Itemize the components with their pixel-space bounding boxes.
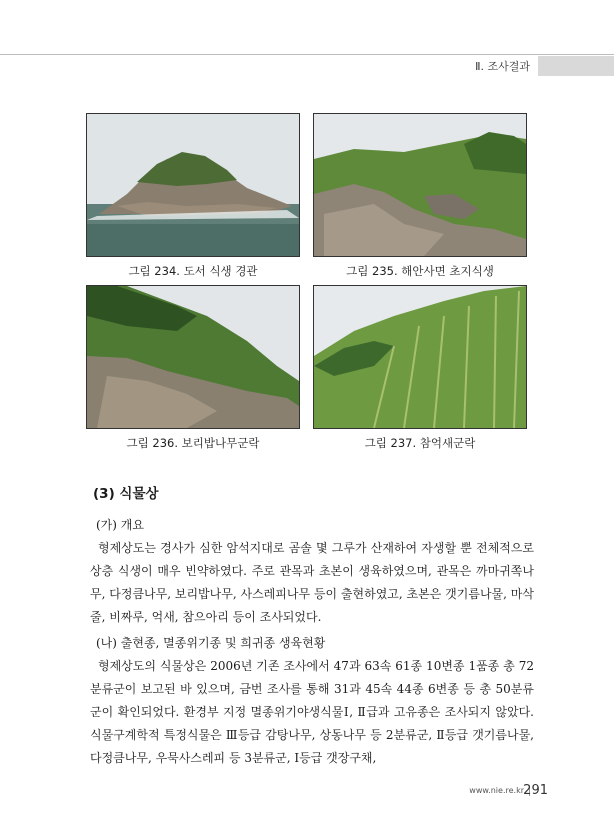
footer-url: www.nie.re.kr [469, 786, 524, 795]
page-number: 291 [523, 783, 548, 798]
chapter-tab [538, 56, 614, 76]
photo-island-landscape [86, 113, 300, 257]
overview-paragraph: 형제상도는 경사가 심한 암석지대로 곰솔 몇 그루가 산재하여 자생할 뿐 전체적으로 상층 식생이 매우 빈약하였다. 주로 관목과 초본이 생육하였으며, 관목은 까마귀쪽나무, 다정큼나무, 보리밥나무, 사스레피나무 등이 출현하였고, 초본은 갯기름나물, 마삭줄, 비짜루, 억새, 참으아리 등이 조사되었다. [90, 541, 534, 624]
figure-235 [313, 113, 527, 279]
overview-block [90, 514, 534, 629]
chapter-label: Ⅱ. 조사결과 [475, 60, 530, 73]
figure-234 [86, 113, 300, 279]
species-block [90, 632, 534, 770]
photo-miscanthus-community [313, 285, 527, 429]
header-rule [0, 54, 614, 55]
caption: 그림 234. 도서 식생 경관 [128, 264, 258, 278]
caption: 그림 236. 보리밥나무군락 [126, 436, 260, 450]
subheading-overview: (가) 개요 [96, 518, 144, 532]
caption: 그림 237. 참억새군락 [364, 436, 476, 450]
caption: 그림 235. 해안사면 초지식생 [346, 264, 494, 278]
figure-237 [313, 285, 527, 451]
species-paragraph: 형제상도의 식물상은 2006년 기존 조사에서 47과 63속 61종 10변종 1품종 총 72분류군이 보고된 바 있으며, 금번 조사를 통해 31과 45속 44종 6변종 등 총 50분류군이 확인되었다. 환경부 지정 멸종위기야생식물Ⅰ, Ⅱ급과 고유종은 조사되지 않았다. 식물구계학적 특정식물은 Ⅲ등급 감탕나무, 상동나무 등 2분류군, Ⅱ등급 갯기름나물, 다정큼나무, 우묵사스레피 등 3분류군, Ⅰ등급 갯장구채, [90, 659, 534, 765]
subheading-species: (나) 출현종, 멸종위기종 및 희귀종 생육현황 [96, 636, 326, 650]
photo-elaeagnus-community [86, 285, 300, 429]
section-title: (3) 식물상 [93, 486, 159, 502]
figure-236 [86, 285, 300, 451]
photo-coastal-slope-grassland [313, 113, 527, 257]
